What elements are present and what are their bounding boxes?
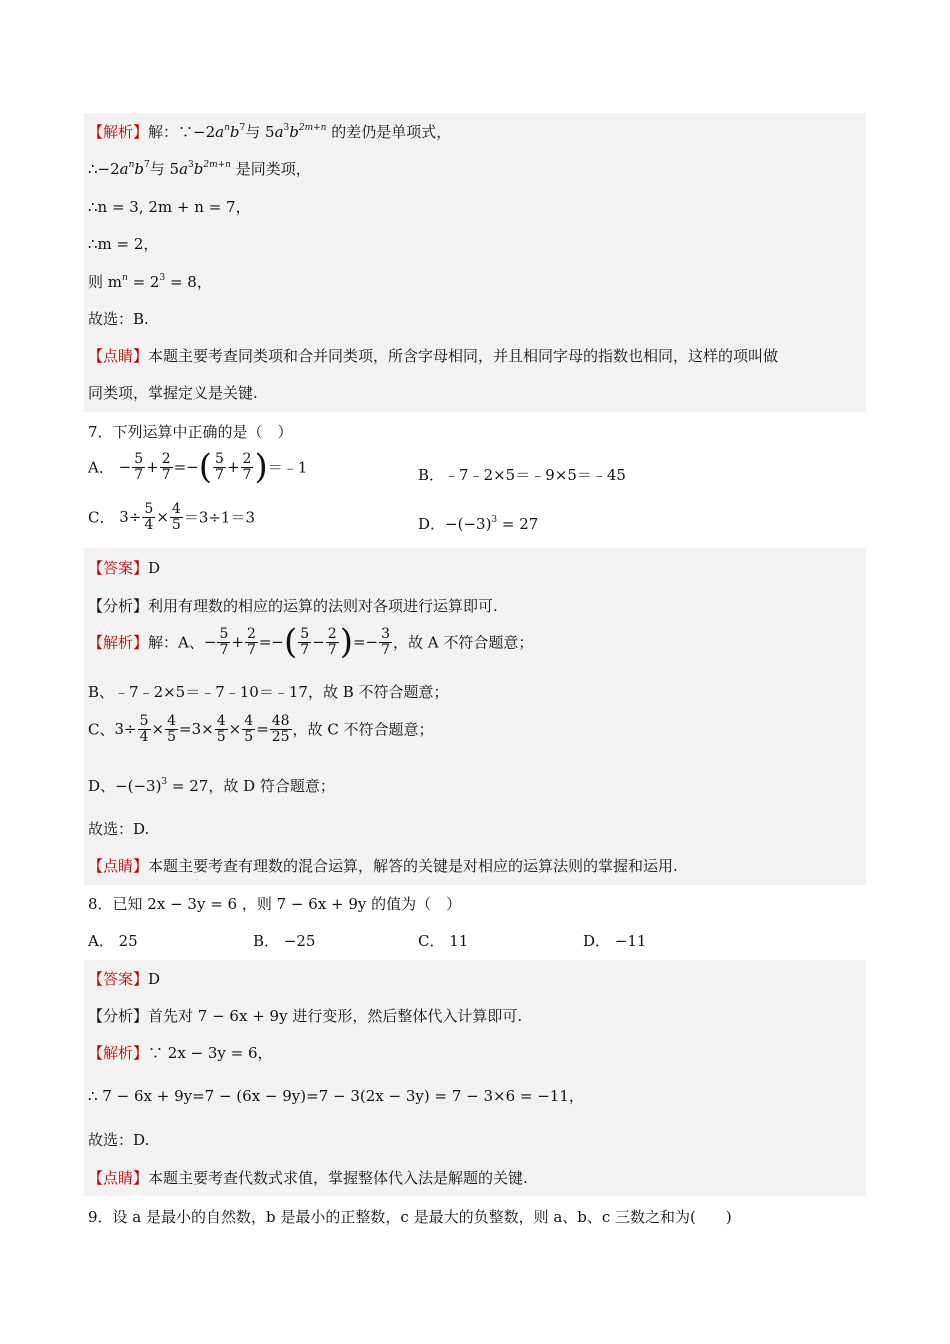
q8-option-b: B． −25 (253, 932, 316, 950)
q7-option-d: D．$-(-3)^3 = 27$ (418, 515, 539, 533)
q7-jiexi-b: B、﹣7﹣2×5＝﹣7﹣10＝﹣17，故 B 不符合题意； (88, 683, 449, 701)
q7-option-a: A． − $\frac{5}{7}$ + $\frac{2}{7}$ =−( $\frac{5}{7}$ + $\frac{2}{7}$ )＝﹣1 (88, 447, 308, 488)
q8-answer: 【答案】D (88, 970, 161, 988)
q7-jiexi-a: 【解析】解：A、− $\frac{5}{7}$ + $\frac{2}{7}$ =−( $\frac{5}{7}$ − $\frac{2}{7}$ )=− $\frac{3}{7}$ ，故 A 不符合题意； (88, 622, 534, 663)
q7-jiexi-c: C、3÷ $\frac{5}{4}$ × $\frac{4}{5}$ =3× $\frac{4}{5}$ × $\frac{4}{5}$ = $\frac{48}{25}$ ，故 C 不符合题意； (88, 713, 434, 745)
q6-dianjing: 【点睛】本题主要考查同类项和合并同类项，所含字母相同，并且相同字母的指数也相同，这样的项叫做 (88, 347, 779, 365)
q8-option-d: D． −11 (583, 932, 647, 950)
q7-choose: 故选：D. (88, 820, 150, 838)
q8-fenxi: 【分析】首先对 7 − 6x + 9y 进行变形，然后整体代入计算即可. (88, 1007, 523, 1025)
q6-line-5: 则 $m^n = 2^3 = 8$， (88, 273, 212, 291)
q7-answer: 【答案】D (88, 559, 161, 577)
q6-choose: 故选：B. (88, 310, 149, 328)
q8-choose: 故选：D. (88, 1131, 150, 1149)
q7-dianjing: 【点睛】本题主要考查有理数的混合运算，解答的关键是对相应的运算法则的掌握和运用. (88, 857, 678, 875)
q7-jiexi-d: D、$-(-3)^3 = 27$，故 D 符合题意； (88, 777, 335, 795)
q9-stem: 9．设 a 是最小的自然数，b 是最小的正整数，c 是最大的负整数，则 a、b、c 三数之和为( ) (88, 1208, 732, 1226)
q8-option-c: C． 11 (418, 932, 469, 950)
q7-option-c: C． 3÷ $\frac{5}{4}$ × $\frac{4}{5}$ ＝3÷1＝3 (88, 501, 256, 533)
q6-dianjing-cont: 同类项，掌握定义是关键. (88, 384, 258, 402)
q8-stem: 8．已知 2x − 3y = 6 ，则 7 − 6x + 9y 的值为（ ） (88, 895, 462, 913)
solution-block-q8 (84, 960, 866, 1196)
q6-line-2: $\therefore-2a^nb^7$与 $5a^3b^{2m+n}$ 是同类项， (88, 160, 311, 178)
q7-stem: 7．下列运算中正确的是（ ） (88, 423, 293, 441)
q6-line-3: ∴n = 3, 2m + n = 7， (88, 198, 251, 216)
q8-jiexi: 【解析】∵ 2x − 3y = 6， (88, 1044, 273, 1062)
jiexi-tag: 【解析】 (88, 123, 149, 141)
q8-option-a: A． 25 (88, 932, 138, 950)
q7-fenxi: 【分析】利用有理数的相应的运算的法则对各项进行运算即可. (88, 597, 498, 615)
q8-dianjing: 【点睛】本题主要考查代数式求值，掌握整体代入法是解题的关键. (88, 1169, 528, 1187)
q8-calc: ∴ 7 − 6x + 9y=7 − (6x − 9y)=7 − 3(2x − 3y) = 7 − 3×6 = −11， (88, 1087, 584, 1105)
q6-line-4: ∴m = 2， (88, 235, 159, 253)
q6-jiexi-line: 【解析】解：$\because-2a^nb^7$与 $5a^3b^{2m+n}$ 的差仍是单项式， (88, 123, 452, 141)
q7-option-b: B．﹣7﹣2×5＝﹣9×5＝﹣45 (418, 466, 626, 484)
